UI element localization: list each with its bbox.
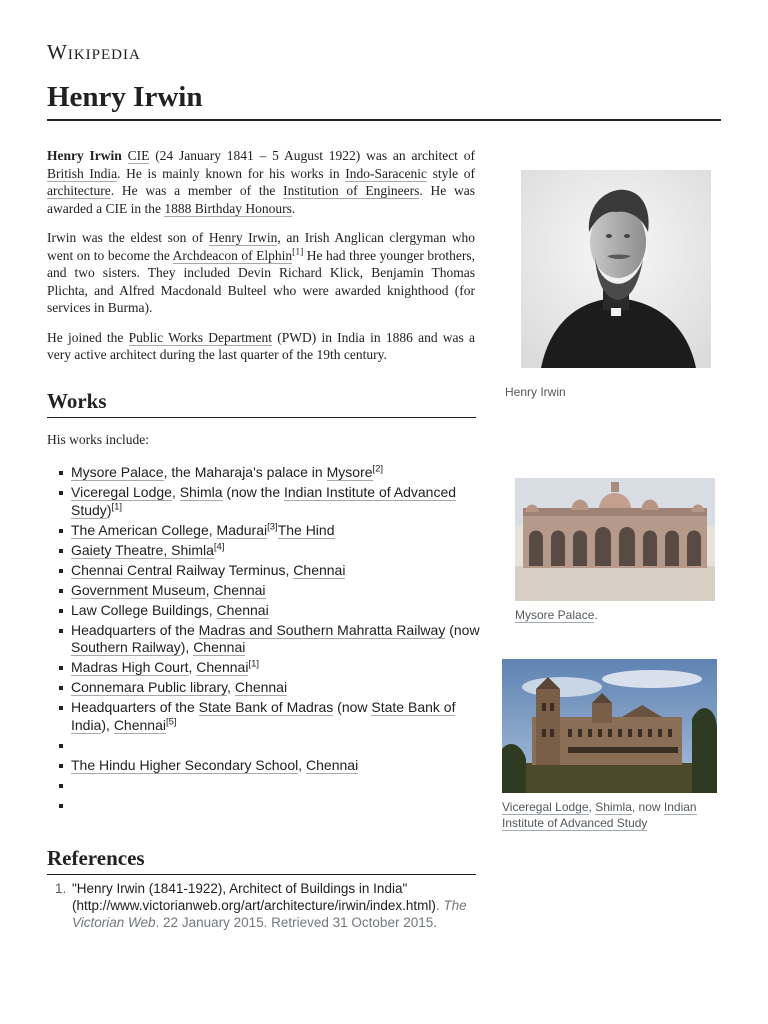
viceregal-lodge-image[interactable] bbox=[502, 659, 717, 793]
link-chennai[interactable]: Chennai bbox=[216, 601, 269, 618]
link-chennai[interactable]: Chennai bbox=[113, 716, 166, 733]
link-public-works-department[interactable]: Public Works Department bbox=[128, 329, 272, 345]
list-item-empty bbox=[71, 777, 491, 795]
list-item: Government Museum, Chennai bbox=[71, 582, 491, 600]
works-heading: Works bbox=[47, 388, 476, 418]
ref-link[interactable]: [1] bbox=[248, 658, 259, 670]
mysore-palace-figure bbox=[515, 478, 715, 623]
list-item-empty bbox=[71, 797, 491, 815]
link-madras-high-court[interactable]: Madras High Court bbox=[71, 659, 189, 675]
link-shimla-caption[interactable]: Shimla bbox=[595, 800, 632, 814]
wikipedia-wordmark[interactable]: Wikipedia bbox=[47, 40, 141, 64]
portrait-figure bbox=[505, 170, 711, 400]
link-mysore[interactable]: Mysore bbox=[326, 464, 373, 480]
link-cie[interactable]: CIE bbox=[127, 148, 150, 163]
link-southern-railway[interactable]: Southern Railway bbox=[71, 639, 181, 655]
intro-paragraph-2: Irwin was the eldest son of Henry Irwin, an Irish Anglican clergyman who went on to become the Archdeacon of Elphin[1] He had three younger brothers, and two sisters. They included Devin Richard Klick, Benjamin Thomas Plichta, and Alfred Macdonald Bulteel who were awarded knighthood (for services in Burma). bbox=[47, 230, 476, 315]
works-lead: His works include: bbox=[47, 432, 149, 447]
link-madras-southern-mahratta-railway[interactable]: Madras and Southern Mahratta Railway bbox=[198, 621, 446, 638]
subject-name: Henry Irwin bbox=[47, 148, 122, 163]
link-iias[interactable]: Indian Institute of Advanced Study bbox=[71, 484, 457, 518]
ref-link[interactable]: [2] bbox=[372, 463, 384, 475]
ref-link[interactable]: [1] bbox=[111, 500, 123, 512]
link-the-hind[interactable]: The Hind bbox=[277, 521, 335, 538]
list-item: Law College Buildings, Chennai bbox=[71, 602, 491, 620]
viceregal-lodge-figure bbox=[502, 659, 717, 831]
article-intro bbox=[47, 147, 475, 376]
link-mysore-palace[interactable]: Mysore Palace bbox=[71, 464, 164, 480]
link-henry-irwin-father[interactable]: Henry Irwin bbox=[208, 230, 278, 245]
references-list bbox=[55, 880, 482, 931]
list-item: The Hindu Higher Secondary School, Chennai bbox=[71, 757, 491, 775]
link-chennai-central[interactable]: Chennai Central bbox=[71, 561, 173, 578]
list-item: Chennai Central Railway Terminus, Chennai bbox=[71, 562, 491, 580]
link-connemara-library[interactable]: Connemara Public library bbox=[71, 679, 228, 695]
link-chennai[interactable]: Chennai bbox=[306, 756, 359, 773]
reference-work: The Victorian Web bbox=[72, 898, 467, 930]
intro-paragraph-3: He joined the Public Works Department (PWD) in India in 1886 and was a very active architect during the last quarter of the 19th century. bbox=[47, 329, 475, 362]
link-birthday-honours[interactable]: 1888 Birthday Honours bbox=[164, 200, 292, 216]
link-state-bank-of-madras[interactable]: State Bank of Madras bbox=[198, 699, 334, 715]
link-british-india[interactable]: British India bbox=[47, 165, 118, 181]
list-item: The American College, Madurai[3]The Hind bbox=[71, 522, 491, 540]
list-item: Connemara Public library, Chennai bbox=[71, 679, 491, 697]
link-hindu-hss[interactable]: The Hindu Higher Secondary School bbox=[71, 756, 299, 773]
reference-date: . 22 January 2015. Retrieved 31 October 2015. bbox=[155, 915, 437, 930]
link-viceregal-lodge[interactable]: Viceregal Lodge bbox=[71, 484, 172, 500]
list-item: Viceregal Lodge, Shimla (now the Indian Institute of Advanced Study)[1] bbox=[71, 484, 491, 519]
list-item bbox=[71, 542, 491, 560]
link-chennai[interactable]: Chennai bbox=[234, 679, 288, 695]
ref-link[interactable]: [4] bbox=[213, 540, 225, 552]
works-list bbox=[71, 464, 491, 817]
link-chennai[interactable]: Chennai bbox=[213, 581, 266, 598]
list-item: Headquarters of the Madras and Southern Mahratta Railway (now Southern Railway), Chennai bbox=[71, 622, 491, 657]
link-chennai[interactable]: Chennai bbox=[293, 561, 346, 578]
list-item: Headquarters of the State Bank of Madras (now State Bank of India), Chennai[5] bbox=[71, 699, 491, 734]
list-item: Mysore Palace, the Maharaja's palace in Mysore[2] bbox=[71, 464, 491, 482]
mysore-palace-image[interactable] bbox=[515, 478, 715, 601]
reference-title-link[interactable]: "Henry Irwin (1841-1922), Architect of Buildings in India" bbox=[72, 881, 408, 896]
reference-item: 1. "Henry Irwin (1841-1922), Architect of Buildings in India" (http://www.victorianweb.org/art/architecture/irwin/index.html). The Victorian Web. 22 January 2015. Retrieved 31 October 2015. bbox=[55, 881, 467, 930]
link-iias-caption[interactable]: Indian Institute of Advanced Study bbox=[502, 800, 697, 830]
link-indo-saracenic[interactable]: Indo-Saracenic bbox=[345, 165, 427, 181]
link-government-museum[interactable]: Government Museum bbox=[71, 581, 206, 598]
link-archdeacon-of-elphin[interactable]: Archdeacon of Elphin bbox=[172, 247, 293, 263]
link-chennai[interactable]: Chennai bbox=[193, 639, 246, 655]
portrait-image[interactable] bbox=[521, 170, 711, 368]
link-architecture[interactable]: architecture bbox=[47, 183, 111, 198]
ref-link[interactable]: [3] bbox=[267, 520, 278, 532]
reference-url-link[interactable]: (http://www.victorianweb.org/art/architecture/irwin/index.html) bbox=[72, 898, 436, 913]
link-gaiety-theatre[interactable]: Gaiety Theatre, Shimla bbox=[71, 541, 214, 558]
intro-paragraph-1: Henry Irwin CIE (24 January 1841 – 5 August 1922) was an architect of British India. He is mainly known for his works in Indo-Saracenic style of architecture. He was a member of the Institution of Engineers. He was awarded a CIE in the 1888 Birthday Honours. bbox=[47, 148, 476, 216]
link-american-college[interactable]: The American College bbox=[71, 521, 209, 538]
mysore-palace-caption: Mysore Palace. bbox=[515, 608, 598, 622]
link-viceregal-lodge-caption[interactable]: Viceregal Lodge bbox=[502, 800, 589, 814]
page-title: Henry Irwin bbox=[47, 78, 721, 121]
viceregal-lodge-caption: Viceregal Lodge, Shimla, now Indian Institute of Advanced Study bbox=[502, 800, 697, 830]
references-heading: References bbox=[47, 845, 476, 875]
list-item-empty bbox=[71, 737, 491, 755]
link-madurai[interactable]: Madurai bbox=[216, 521, 268, 538]
reference-number: 1. bbox=[55, 881, 67, 896]
link-institution-of-engineers[interactable]: Institution of Engineers bbox=[283, 183, 420, 198]
list-item: Madras High Court, Chennai[1] bbox=[71, 659, 491, 677]
link-chennai[interactable]: Chennai bbox=[196, 659, 249, 675]
ref-link[interactable]: [1] bbox=[292, 247, 304, 257]
ref-link[interactable]: [5] bbox=[165, 715, 177, 727]
link-mysore-palace-caption[interactable]: Mysore Palace bbox=[515, 608, 595, 622]
link-shimla[interactable]: Shimla bbox=[179, 484, 223, 500]
portrait-caption: Henry Irwin bbox=[505, 385, 566, 399]
link-state-bank-of-india[interactable]: State Bank of India bbox=[71, 699, 456, 733]
